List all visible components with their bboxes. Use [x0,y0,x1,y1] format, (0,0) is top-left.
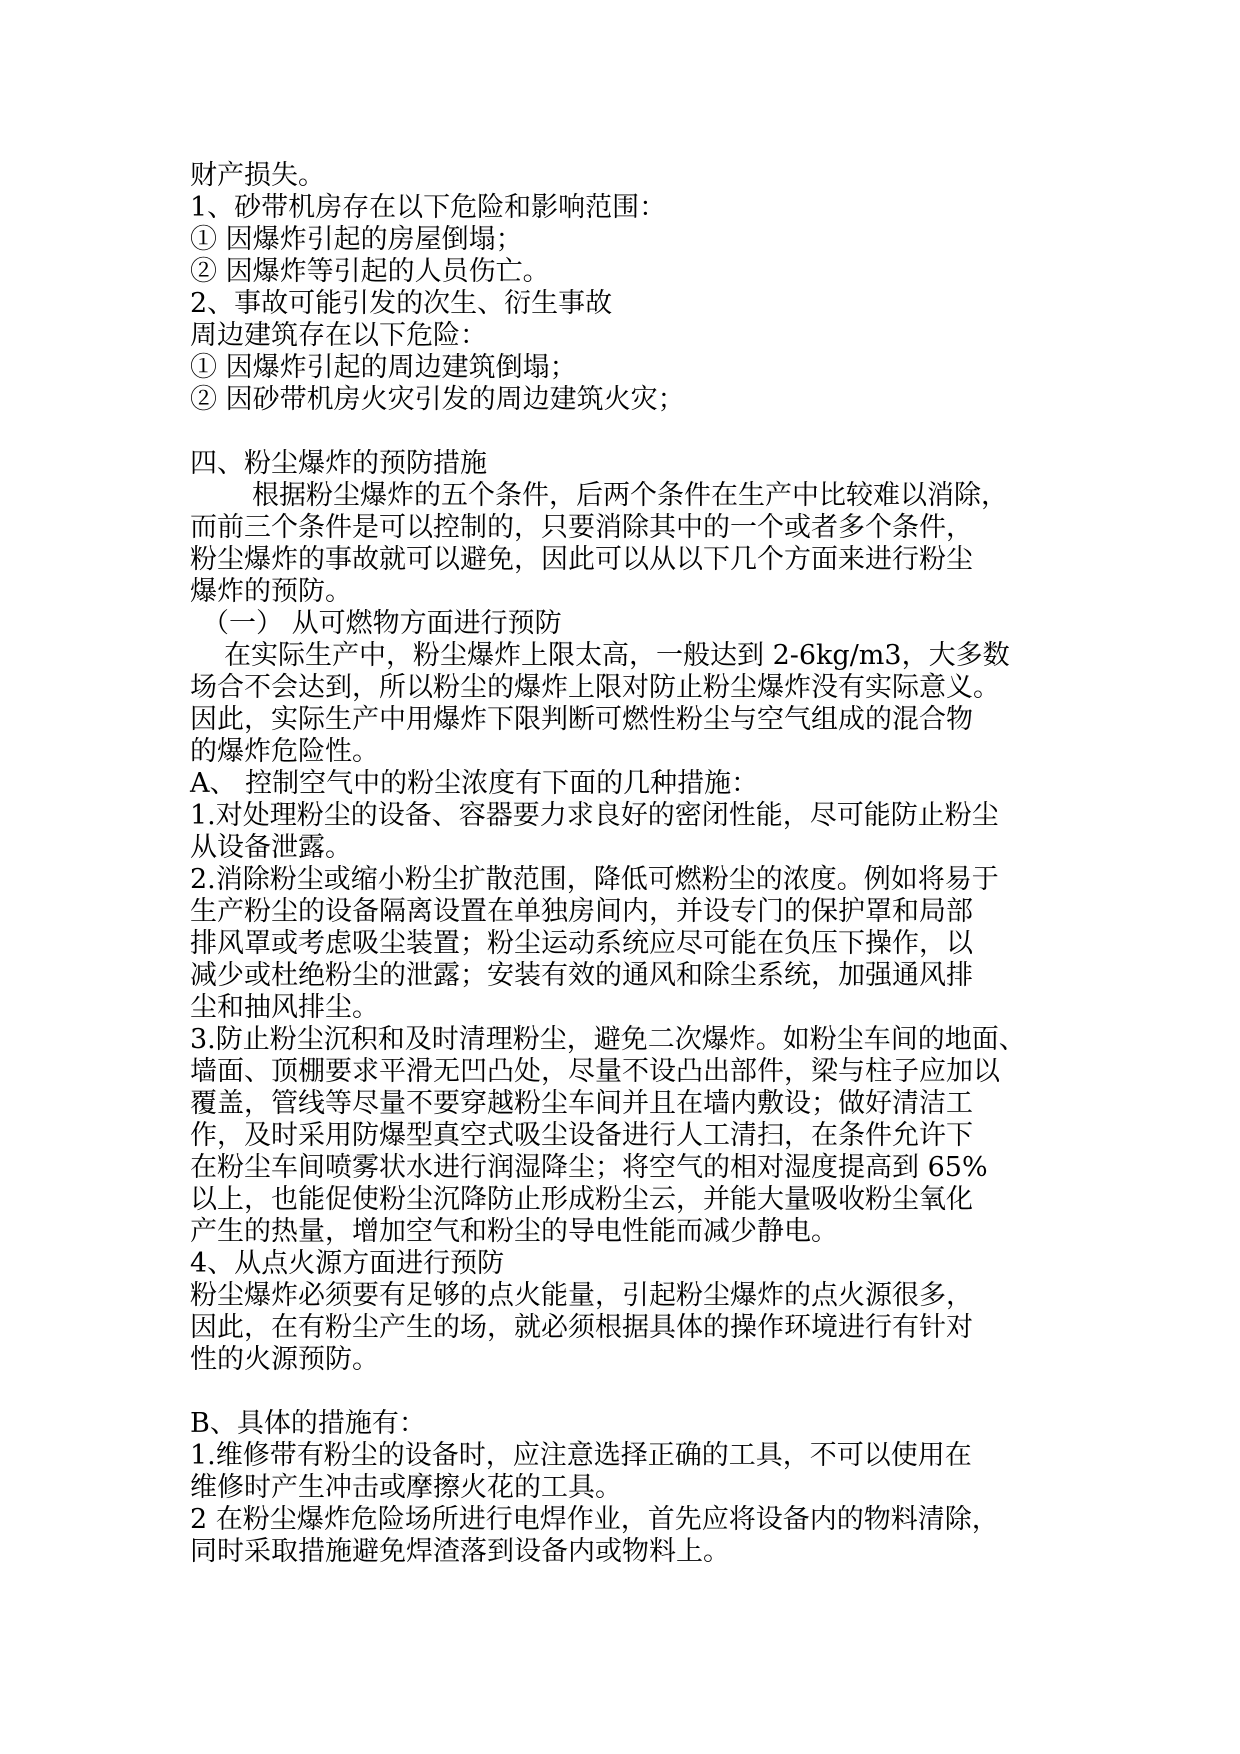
text-line: 1、砂带机房存在以下危险和影响范围： [190,192,667,223]
blank-line [190,416,1070,448]
list-item: ① 因爆炸引起的房屋倒塌； [190,224,523,255]
paragraph-line: 爆炸的预防。 [190,576,352,607]
section-heading: 四、粉尘爆炸的预防措施 [190,448,487,479]
list-item: ① 因爆炸引起的周边建筑倒塌； [190,352,577,383]
subsection-heading: （一） 从可燃物方面进行预防 [202,608,562,639]
section-heading: 4、从点火源方面进行预防 [190,1248,505,1279]
list-item: ② 因爆炸等引起的人员伤亡。 [190,256,550,287]
paragraph-line: 场合不会达到，所以粉尘的爆炸上限对防止粉尘爆炸没有实际意义。 [190,672,1000,703]
list-item: 3.防止粉尘沉积和及时清理粉尘，避免二次爆炸。如粉尘车间的地面、 [190,1024,1026,1055]
blank-line [190,1376,1070,1408]
list-item-continued: 墙面、顶棚要求平滑无凹凸处，尽量不设凸出部件，梁与柱子应加以 [190,1056,1000,1087]
list-item-continued: 在粉尘车间喷雾状水进行润湿降尘；将空气的相对湿度提高到 65% [190,1152,988,1183]
paragraph-line: 粉尘爆炸必须要有足够的点火能量，引起粉尘爆炸的点火源很多， [190,1280,973,1311]
list-item-continued: 产生的热量，增加空气和粉尘的导电性能而减少静电。 [190,1216,838,1247]
list-item-continued: 生产粉尘的设备隔离设置在单独房间内，并设专门的保护罩和局部 [190,896,973,927]
list-item-continued: 同时采取措施避免焊渣落到设备内或物料上。 [190,1536,730,1567]
document-body [190,160,1070,1568]
paragraph-line: 性的火源预防。 [190,1344,379,1375]
list-item: 1.对处理粉尘的设备、容器要力求良好的密闭性能，尽可能防止粉尘 [190,800,999,831]
list-item-continued: 从设备泄露。 [190,832,352,863]
subsection-heading: A、 控制空气中的粉尘浓度有下面的几种措施： [190,768,759,799]
paragraph-line: 因此，在有粉尘产生的场，就必须根据具体的操作环境进行有针对 [190,1312,973,1343]
paragraph-line: 根据粉尘爆炸的五个条件，后两个条件在生产中比较难以消除， [252,480,1008,511]
text-line: 2、事故可能引发的次生、衍生事故 [190,288,613,319]
subsection-heading: B、具体的措施有： [190,1408,426,1439]
list-item: 2 在粉尘爆炸危险场所进行电焊作业，首先应将设备内的物料清除， [190,1504,999,1535]
list-item: ② 因砂带机房火灾引发的周边建筑火灾； [190,384,685,415]
paragraph-line: 因此，实际生产中用爆炸下限判断可燃性粉尘与空气组成的混合物 [190,704,973,735]
list-item-continued: 排风罩或考虑吸尘装置；粉尘运动系统应尽可能在负压下操作，以 [190,928,973,959]
list-item-continued: 减少或杜绝粉尘的泄露；安装有效的通风和除尘系统，加强通风排 [190,960,973,991]
paragraph-line: 的爆炸危险性。 [190,736,379,767]
text-line: 财产损失。 [190,160,325,191]
list-item: 1.维修带有粉尘的设备时，应注意选择正确的工具，不可以使用在 [190,1440,972,1471]
list-item-continued: 维修时产生冲击或摩擦火花的工具。 [190,1472,622,1503]
list-item-continued: 以上，也能促使粉尘沉降防止形成粉尘云，并能大量吸收粉尘氧化 [190,1184,973,1215]
paragraph-line: 粉尘爆炸的事故就可以避免，因此可以从以下几个方面来进行粉尘 [190,544,973,575]
list-item-continued: 尘和抽风排尘。 [190,992,379,1023]
text-line: 周边建筑存在以下危险： [190,320,487,351]
paragraph-line: 而前三个条件是可以控制的，只要消除其中的一个或者多个条件， [190,512,973,543]
paragraph-line: 在实际生产中，粉尘爆炸上限太高，一般达到 2-6kg/m3，大多数 [224,640,1010,671]
list-item: 2.消除粉尘或缩小粉尘扩散范围，降低可燃粉尘的浓度。例如将易于 [190,864,999,895]
list-item-continued: 作，及时采用防爆型真空式吸尘设备进行人工清扫，在条件允许下 [190,1120,973,1151]
list-item-continued: 覆盖，管线等尽量不要穿越粉尘车间并且在墙内敷设；做好清洁工 [190,1088,973,1119]
